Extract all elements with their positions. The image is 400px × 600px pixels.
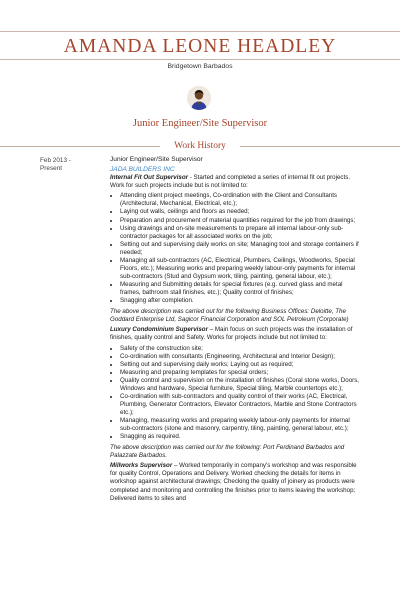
- list-item: • Setting out and supervising daily works on site; Managing tool and storage containers if needed;: [120, 241, 362, 257]
- headline: Junior Engineer/Site Supervisor: [132, 118, 268, 129]
- list-item: • Attending client project meetings, Co-ordination with the Client and Consultants (Architectural, Mechanical, Electrical, etc.);: [120, 192, 362, 208]
- avatar: [187, 86, 211, 110]
- role-heading: Millworks Supervisor: [110, 462, 173, 470]
- list-item: • Measuring and preparing templates for special orders;: [120, 369, 362, 377]
- duties-list: [110, 192, 362, 305]
- candidate-name: AMANDA LEONE HEADLEY: [63, 36, 337, 57]
- list-item: • Laying out walls, ceilings and floors as needed;: [120, 208, 362, 216]
- list-item: • Preparation and procurement of material quantities required for the job from drawings;: [120, 217, 362, 225]
- list-item: • Quality control and supervision on the installation of finishes (Coral stone works, Doors, Windows and hardware, Special furniture, Special tiling, Marble countertops etc.);: [120, 377, 362, 393]
- company-name: JADA BUILDERS INC: [110, 165, 175, 173]
- section-title: Work History: [174, 141, 226, 151]
- list-item: • Measuring and Submitting details for special fixtures (e.g. curved glass and metal frames, bathroom stall finishes, etc.); Quality control of finishes;: [120, 281, 362, 297]
- work-history-section-header: [0, 141, 400, 152]
- location: Bridgetown Barbados: [167, 63, 233, 70]
- profile-photo-icon: [187, 86, 211, 110]
- top-rule: [0, 31, 400, 32]
- job-title: Junior Engineer/Site Supervisor: [110, 156, 203, 163]
- role-heading: Internal Fit Out Supervisor: [110, 173, 189, 181]
- entry-date-text: Feb 2013 - Present: [40, 157, 71, 172]
- list-item: • Managing, measuring works and preparing weekly labour-only payments for internal sub-contractors (stone and masonry, carpentry, tiling, painting, general labour, etc.);: [120, 417, 362, 433]
- role-description: [110, 174, 362, 190]
- work-entry: [110, 156, 362, 503]
- role-description: [110, 462, 362, 502]
- list-item: • Safety of the construction site;: [120, 345, 362, 353]
- list-item: • Snagging as required.: [120, 433, 362, 441]
- section-divider-right: [240, 146, 400, 147]
- role-note: The above description was carried out for the following: Port Ferdinand Barbados and Palazzate Barbados.: [110, 443, 345, 459]
- list-item: • Using drawings and on-site measurements to prepare all internal labour-only sub-contractor packages for all associated works on the job;: [120, 225, 362, 241]
- list-item: • Co-ordination with consultants (Engineering, Architectural and Interior Design);: [120, 353, 362, 361]
- role-heading: Luxury Condominium Supervisor: [110, 326, 208, 334]
- list-item: • Co-ordination with sub-contractors and quality control of their works (AC, Electrical, Plumbing, Generator Contractors, Elevator Contractors, Marble and Stone Contractors etc.);: [120, 393, 362, 417]
- role-intro: - Started and completed a series of internal fit out projects. Work for such projects include but is not limited to:: [110, 173, 351, 189]
- duties-list: [110, 345, 362, 442]
- list-item: • Snagging after completion.: [120, 297, 362, 305]
- list-item: • Setting out and supervising daily works; Laying out as required;: [120, 361, 362, 369]
- name-rule: [0, 59, 400, 60]
- role-note: The above description was carried out for the following Business Offices: Deloitte, The Goddard Enterprise Ltd, Sagicor Financial Corporation and SOL Petroleum (Corporate): [110, 307, 349, 323]
- role-intro: – Main focus on such projects was the installation of finishes, quality control and Safety. Works for projects include but not limited to:: [110, 326, 353, 342]
- entry-date: [40, 157, 71, 173]
- role-intro: – Worked temporarily in company's workshop and was responsible for quality Control, Operations and Delivery. Worked checking the details for items in workshop against architectural drawings; Checking the quality of joinery as products were completed and monitoring and controlling the finishes prior to items leaving the workshop; Delivered items to sites and: [110, 462, 357, 502]
- role-description: [110, 326, 362, 342]
- list-item: • Managing all sub-contractors (AC, Electrical, Plumbers, Ceilings, Woodworks, Special Floors, etc.); Measuring works and preparing weekly labour-only payments for internal sub-contractors (Stud and Gypsum work, tiling, painting, general labour, etc.);: [120, 257, 362, 281]
